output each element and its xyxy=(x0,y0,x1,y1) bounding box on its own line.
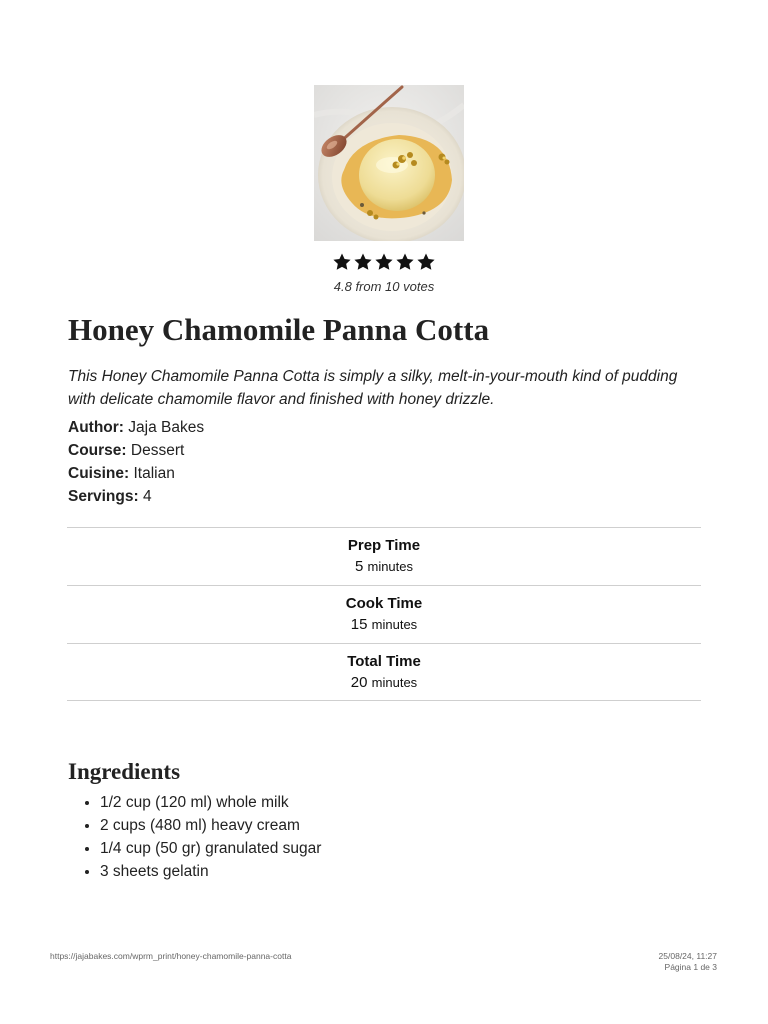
recipe-title: Honey Chamomile Panna Cotta xyxy=(68,312,490,347)
cook-time-value xyxy=(67,614,701,636)
star-icon[interactable] xyxy=(395,252,415,272)
prep-time-value xyxy=(67,556,701,578)
ingredients-heading: Ingredients xyxy=(68,759,181,784)
ingredient-item: • 3 sheets gelatin xyxy=(100,860,321,883)
prep-time xyxy=(67,527,701,585)
cook-time-unit: minutes xyxy=(371,617,418,632)
recipe-photo xyxy=(314,85,464,241)
footer-info xyxy=(659,951,717,973)
footer-url[interactable]: https://jajabakes.com/wprm_print/honey-chamomile-panna-cotta xyxy=(50,951,292,961)
ingredients-list xyxy=(68,791,321,883)
star-icon[interactable] xyxy=(374,252,394,272)
total-time-unit: minutes xyxy=(371,675,418,690)
ingredient-item: • 1/4 cup (50 gr) granulated sugar xyxy=(100,837,321,860)
footer-datetime: 25/08/24, 11:27 xyxy=(658,951,717,961)
meta-cuisine-label: Cuisine: xyxy=(68,465,130,482)
rating-text: 4.8 from 10 votes xyxy=(333,279,435,294)
prep-time-number: 5 xyxy=(354,558,364,575)
meta-servings-label: Servings: xyxy=(68,488,139,505)
meta-course xyxy=(68,439,204,462)
cook-time-label: Cook Time xyxy=(345,595,423,612)
meta-course-value: Dessert xyxy=(130,442,185,459)
meta-servings xyxy=(68,485,204,508)
meta-servings-value: 4 xyxy=(142,488,152,505)
recipe-rating xyxy=(0,252,768,294)
star-icon[interactable] xyxy=(332,252,352,272)
rating-stars[interactable] xyxy=(332,252,436,274)
total-time-label: Total Time xyxy=(347,653,421,670)
meta-author-value: Jaja Bakes xyxy=(128,419,205,436)
cook-time xyxy=(67,585,701,643)
total-time-number: 20 xyxy=(350,674,368,691)
recipe-meta xyxy=(68,416,204,508)
meta-cuisine xyxy=(68,462,204,485)
total-time xyxy=(67,643,701,701)
recipe-times xyxy=(67,527,701,701)
meta-course-label: Course: xyxy=(68,442,127,459)
meta-author xyxy=(68,416,204,439)
prep-time-label: Prep Time xyxy=(347,537,421,554)
meta-cuisine-value: Italian xyxy=(133,465,175,482)
total-time-value xyxy=(67,672,701,694)
star-icon[interactable] xyxy=(416,252,436,272)
recipe-summary: This Honey Chamomile Panna Cotta is simply a silky, melt-in-your-mouth kind of pudding with delicate chamomile flavor and finished with honey drizzle. xyxy=(68,368,678,408)
star-icon[interactable] xyxy=(353,252,373,272)
cook-time-number: 15 xyxy=(350,616,368,633)
ingredient-item: • 1/2 cup (120 ml) whole milk xyxy=(100,791,321,814)
prep-time-unit: minutes xyxy=(367,559,414,574)
footer-page-number: Página 1 de 3 xyxy=(664,962,717,972)
ingredient-item: • 2 cups (480 ml) heavy cream xyxy=(100,814,321,837)
meta-author-label: Author: xyxy=(68,419,124,436)
